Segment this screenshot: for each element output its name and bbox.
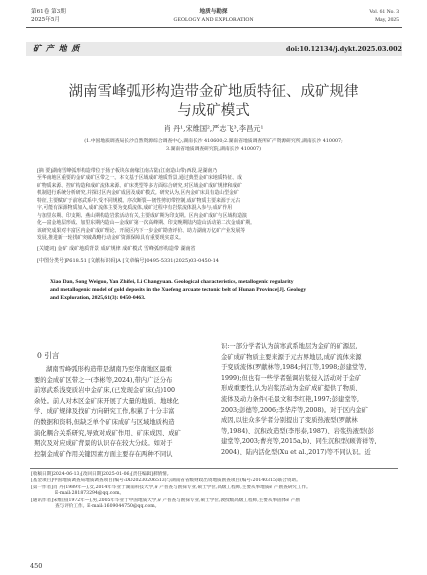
journal-date: 2025年5月: [31, 17, 60, 23]
article-title-line1: 湖南雪峰弧形构造带金矿地质特征、成矿规律: [68, 84, 359, 100]
journal-date-en: May, 2025: [375, 17, 399, 23]
section-heading: 0 引言: [37, 351, 60, 360]
body-line: 识:一部分学者认为前寒武系地层为金矿的矿源层,: [221, 343, 358, 350]
abstract-line: 矿物质来源、控矿构造和成矿流体来源、矿床类型等多方面综合研究,对区域金矿成矿规律和成矿: [37, 182, 242, 189]
body-line: 等,1984)、沉积改造型(李彤泰,1987)、岩浆热液型(彭: [221, 427, 374, 435]
english-citation-line: and Exploration, 2025,61(3): 0450-0463.: [50, 295, 146, 302]
abstract-line: 宇,可能有深源物质加入,成矿流体主要为变质流体,成矿过程中有岩浆流体混入参与;成矿作用: [37, 205, 233, 212]
body-line: 1999);但也有一些学者强调岩浆侵入活动对于金矿: [221, 374, 362, 382]
abstract: [37, 168, 391, 243]
footnote-rule: [30, 468, 398, 469]
article-title-line2: 与成矿模式: [177, 103, 250, 119]
body-line: 于变质流体(罗献林等,1984;何江等,1998;彭建堂等,: [221, 364, 367, 372]
body-left-column: [34, 365, 217, 460]
abstract-line: 发展,推进新一轮找矿突破战略行动金矿资源保障具有重要现实意义。: [37, 235, 184, 242]
body-line: 流体及动力条件(毛景文和李红艳,1997;彭建堂等,: [221, 395, 359, 403]
body-line: 要的金成矿区带之一(李彬等,2024),带内广泛分布: [34, 376, 173, 384]
body-line: 期次及对应成矿背景的认识存在较大分歧。如对于: [34, 440, 173, 448]
body-right-column: [221, 342, 397, 459]
classification: [中图分类号]P618.51 [文献标识码]A [文章编号]0495-5331(2025)03-0450-14: [37, 258, 219, 264]
abstract-line: 与加里东期、印支期、燕山期构造岩浆活动有关,主要成矿期为印支期。区内金矿成矿与区域构造演: [37, 212, 247, 219]
abstract-line: 机制进行系统分析研究,并探讨区内金矿成因及成矿模式。研究认为,区内金矿床具有造山型金矿: [37, 190, 239, 197]
header-rule: [26, 27, 402, 28]
body-line: 金矿成矿物质主要来源于元古界地层,成矿流体来源: [221, 353, 362, 361]
journal-name-en: GEOLOGY AND EXPLORATION: [173, 17, 254, 23]
body-line: 控制金成矿作用关键因素方面主要存在两种不同认: [34, 450, 173, 458]
footnote-line: [收稿日期]2024-06-13;[改回日期]2025-01-06;[责任编辑]郝情情。: [31, 472, 172, 477]
footnote-line: E-mail:281873294@qq.com。: [55, 491, 125, 497]
body-line: 成因,以往众多学者分别提出了变质热液型(罗献林: [221, 417, 358, 425]
journal-name: 地质与勘探: [199, 9, 228, 15]
body-line: 前寒武系浅变质岩中金矿床,(已发现金矿床(点)100: [34, 387, 176, 395]
english-citation-line: and metallogenic model of gold deposits in the Xuefeng arcuate tectonic belt of Hunan Province[J]. Geology: [50, 287, 307, 294]
footnotes: [31, 472, 401, 510]
keywords: [关键词] 金矿 成矿地质背景 成矿规律 成矿模式 雪峰弧形构造带 湖南省: [37, 246, 196, 252]
doi-link[interactable]: doi:10.12134/j.dykt.2025.03.002: [286, 45, 402, 53]
abstract-line: 特征,主要赋矿于前寒武系中,受不同规模、序次断裂—韧性剪切带控制,成矿物质主要来源于元古: [37, 197, 241, 204]
footnote-line: [通讯作者]宋维国(1972年—),男,2005年毕业于中国地质大学,矿产普查与勘探专业,硕士学位,教授级高级工程师,主要从事固体矿产勘: [31, 497, 301, 503]
journal-volume-en: Vol. 61 No. 3: [369, 9, 399, 15]
body-line: 形成重要性,认为岩浆活动为金矿成矿提供了物质、: [221, 385, 362, 393]
column-heading: 矿 产 地 质: [33, 43, 81, 53]
abstract-line: 化—富金地层形成、加里东期内造山—金成矿第一次高峰期、印支晚期陆内造山活动第二次金成矿期。: [37, 220, 255, 227]
body-line: 2004)、陆内活化型(Xu et al.,2017)等不同认识。近: [221, 448, 371, 456]
body-line: 湖南雪峰弧形构造带是湖南乃至华南地区最重: [46, 366, 172, 373]
authors: 肖 丹¹,宋维国²,严志飞³,李昌元¹: [163, 124, 264, 133]
footnote-line: [第一作者]肖 丹(1989年—),女,2014年毕业于湖南科技大学,矿产普查与勘探专业,硕士学位,高级工程师,主要从事地质矿产勘查研究工作。: [31, 484, 311, 490]
body-line: 建堂等,2003;曹亮等,2015a,b)、同生沉积型(顾菁祥等,: [221, 438, 377, 446]
affiliation-line1: (1.中国地质调查局长沙自然资源综合调查中心,湖南长沙 410600;2.湖南省地质调查所矿产资源研究所,湖南长沙 410007;: [84, 139, 343, 144]
body-line: 余处。前人对本区金矿床开展了大量的地质、地球化: [34, 397, 179, 405]
abstract-line: 该研究成果对丰富区内金矿成矿理论、开展区内下一步金矿勘查评价、助力湖南万亿矿产业发展等: [37, 227, 246, 234]
english-citation: [50, 278, 390, 302]
journal-volume: 第61卷 第3期: [31, 9, 66, 15]
english-citation-line: Xiao Dan, Song Weiguo, Yan Zhifei, Li Changyuan. Geological characteristics, metallogenic regularity: [50, 279, 294, 285]
body-line: 的数据和资料,但缺乏单个矿床成矿与区域地质构造: [34, 418, 175, 426]
footnote-line: [基金项目]中国地质调查局地质调查项目(编号:DD20230206513)与湖南省省级财政出资地质勘查项目(编号:20140315)联合资助。: [31, 478, 301, 484]
footnote-line: 查与评价工作。E-mail:1609044750@qq.com。: [55, 504, 160, 510]
abstract-line: 至华南地区重要的金矿成矿区带之一。本文基于区域成矿地质背景,通过典型金矿床地质特征、成: [37, 175, 242, 182]
body-line: 2003;彭德等,2006;李华芹等,2008)。对于区内金矿: [221, 406, 368, 414]
affiliation-line2: 3.湖南省地质调查研究院,湖南长沙 410007): [166, 147, 261, 152]
body-line: 演化耦合关系研究,导致对成矿作用、矿床成因、成矿: [34, 429, 181, 437]
page-number: 450: [30, 562, 43, 570]
body-line: 学、成矿规律及找矿方向研究工作,积累了十分丰富: [34, 408, 175, 416]
abstract-line: [摘 要]湖南雪峰弧形构造带位于扬子板块东南缘江南古陆(江南造山带)西段,是湖南乃: [37, 168, 218, 174]
